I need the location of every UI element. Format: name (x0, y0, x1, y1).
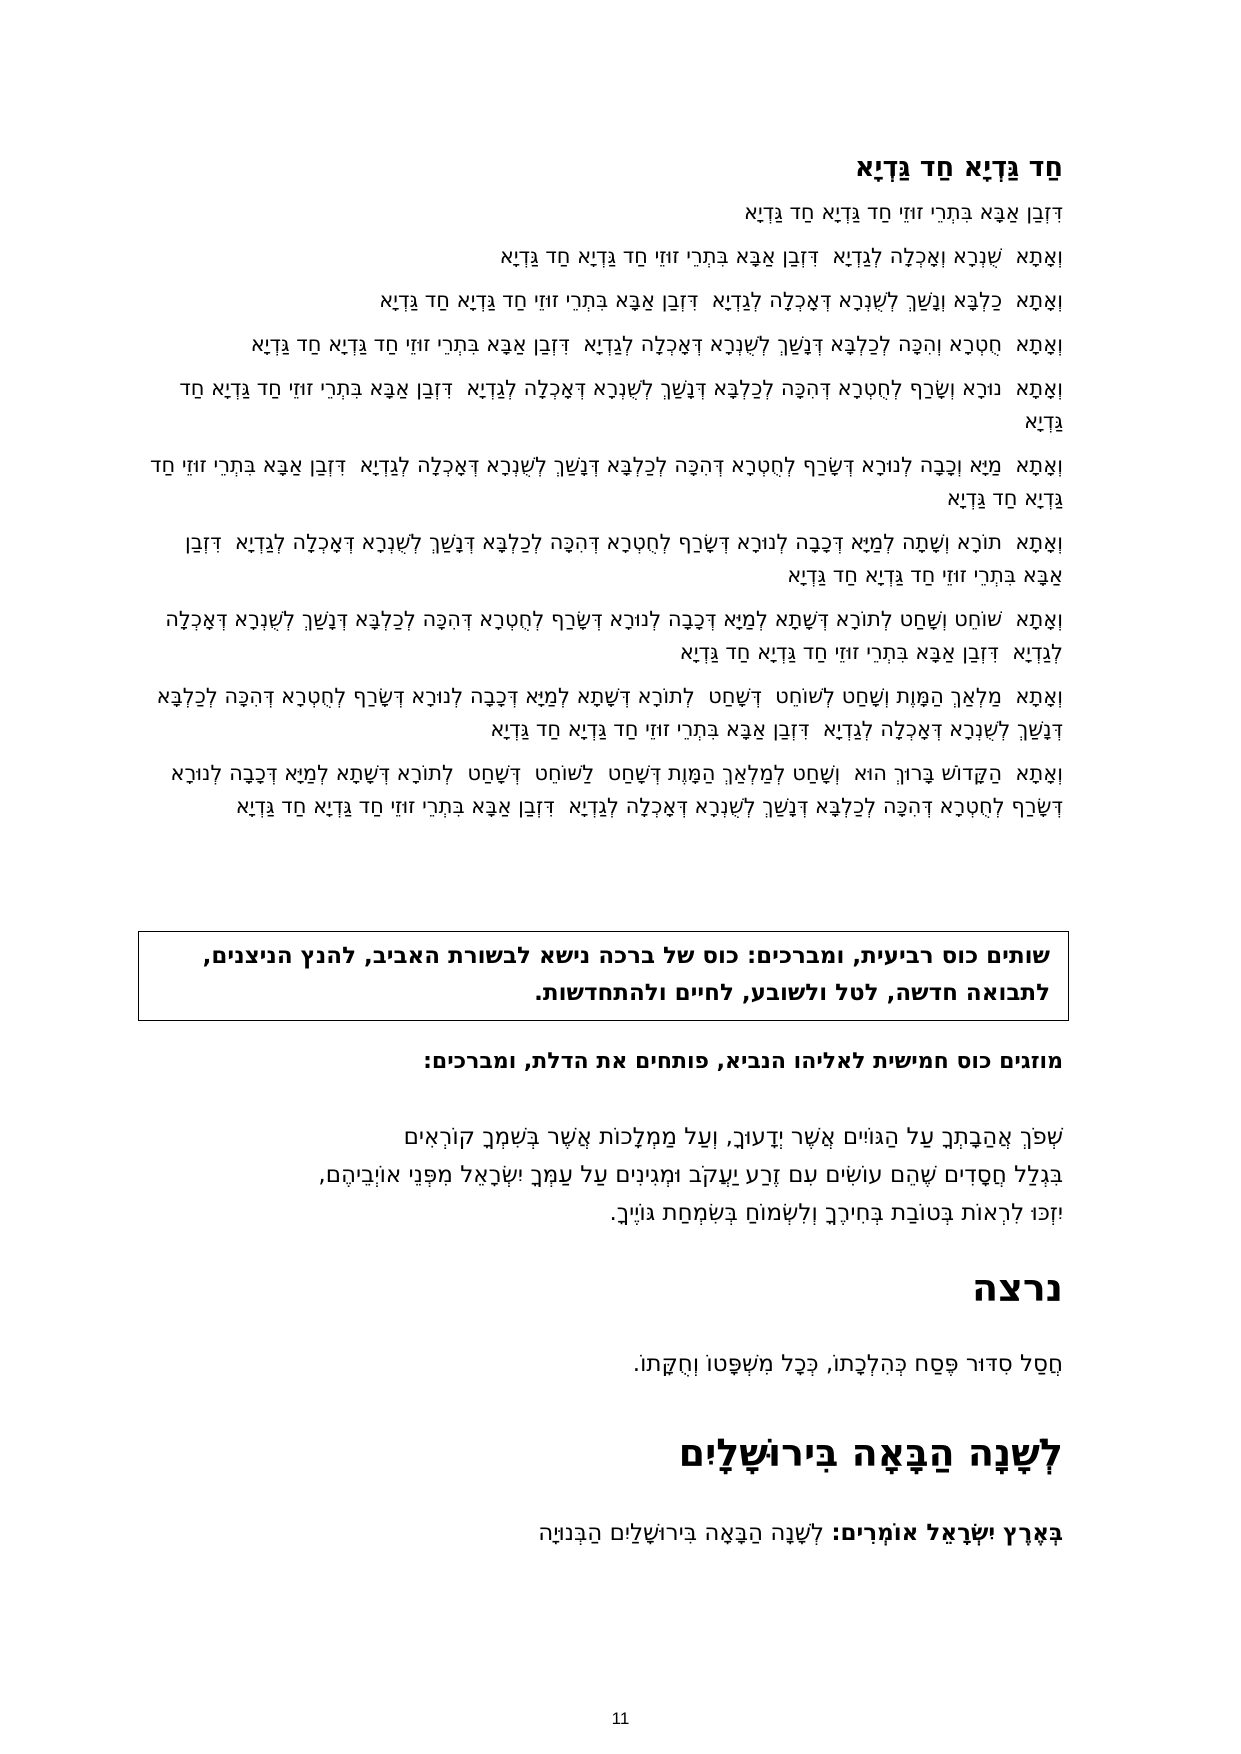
verse: וְאָתָא נוּרָא וְשָׂרַף לְחֻטְרָא דְּהִכָּה לְכַלְבָּא דְּנָשַׁךְ לְשֻׁנְרָא דְּאָכְלָה לְגַדְיָא דִּזְבַן אַבָּא בִּתְרֵי זוּזֵי חַד גַּדְיָא חַד גַּדְיָא (172, 376, 1063, 433)
fifth-cup-heading: מוזגים כוס חמישית לאליהו הנביא, פותחים את הדלת, ומברכים: (423, 1049, 1063, 1074)
verse: וְאָתָא תוֹרָא וְשָׁתָה לְמַיָּא דְּכָבָה לְנוּרָא דְּשָׂרַף לְחֻטְרָא דְּהִכָּה לְכַלְבָּא דְּנָשַׁךְ לְשֻׁנְרָא דְּאָכְלָה לְגַדְיָא דִּזְבַן אַבָּא בִּתְרֵי זוּזֵי חַד גַּדְיָא חַד גַּדְיָא (178, 530, 1063, 587)
israel-text: לְשָׁנָה הַבָּאָה בִּירוּשָׁלַיִם הַבְּנוּיָה (538, 1520, 824, 1546)
verse: וְאָתָא כַלְבָּא וְנָשַׁךְ לְשֻׁנְרָא דְּאָכְלָה לְגַדְיָא דִּזְבַן אַבָּא בִּתְרֵי זוּזֵי חַד גַּדְיָא חַד גַּדְיָא (379, 288, 1063, 312)
next-year-title: לְשָׁנָה הַבָּאָה בִּירוּשָׁלָיִם (678, 1431, 1063, 1475)
poem-line: בִּגְלַל חֲסָדִים שֶׁהֵם עוֹשִׂים עִם זֶרַע יַעֲקֹב וּמְגִינִים עַל עַמְּךָ יִשְׂרָאֵל מִפְּנֵי אוֹיְבֵיהֶם, (318, 1162, 1063, 1188)
poem-line: שְׁפֹךְ אֲהַבָתְךָ עַל הַגּוֹיִים אֲשֶׁר יְדָעוּךָ, וְעַל מַמְלָכוֹת אֲשֶׁר בְּשִׁמְךָ קוֹרְאִים (403, 1124, 1063, 1150)
verse: דִּזְבַן אַבָּא בִּתְרֵי זוּזֵי חַד גַּדְיָא חַד גַּדְיָא (743, 200, 1063, 224)
fifth-cup-poem (150, 1118, 1063, 1232)
verse: וְאָתָא מַיָּא וְכָבָה לְנוּרָא דְּשָׂרַף לְחֻטְרָא דְּהִכָּה לְכַלְבָּא דְּנָשַׁךְ לְשֻׁנְרָא דְּאָכְלָה לְגַדְיָא דִּזְבַן אַבָּא בִּתְרֵי זוּזֵי חַד גַּדְיָא חַד גַּדְיָא (143, 453, 1063, 510)
poem-line: יִזְכּוּ לִרְאוֹת בְּטוֹבַת בְּחִירֶךָ וְלִשְׂמוֹחַ בְּשִׂמְחַת גּוֹיֶיךָ. (609, 1200, 1063, 1226)
nirtza-title: נרצה (971, 1266, 1063, 1310)
israel-line (150, 1515, 1063, 1551)
verse: וְאָתָא חֻטְרָא וְהִכָּה לְכַלְבָּא דְּנָשַׁךְ לְשֻׁנְרָא דְּאָכְלָה לְגַדְיָא דִּזְבַן אַבָּא בִּתְרֵי זוּזֵי חַד גַּדְיָא חַד גַּדְיָא (250, 332, 1063, 356)
nirtza-text: חֲסַל סִדּוּר פֶּסַח כְּהִלְכָתוֹ, כְּכָל מִשְׁפָּטוֹ וְחֻקָּתוֹ. (632, 1351, 1063, 1377)
verse: וְאָתָא הַקָּדוֹשׁ בָּרוּךְ הוּא וְשָׁחַט לְמַלְאַךְ הַמָּוֶת דְּשָׁחַט לַשּׁוֹחֵט דְּשָׁחַט לְתוֹרָא דְּשָׁתָא לְמַיָּא דְּכָבָה לְנוּרָא דְּשָׂרַף לְחֻטְרָא דְּהִכָּה לְכַלְבָּא דְּנָשַׁךְ לְשֻׁנְרָא דְּאָכְלָה לְגַדְיָא דִּזְבַן אַבָּא בִּתְרֵי זוּזֵי חַד גַּדְיָא חַד גַּדְיָא (163, 761, 1063, 818)
chad-gadya-verses (143, 196, 1063, 834)
fourth-cup-box: שותים כוס רביעית, ומברכים: כוס של ברכה נישא לבשורת האביב, להנץ הניצנים, לתבואה חדשה, לטל ולשובע, לחיים ולהתחדשות. (138, 931, 1069, 1021)
verse: וְאָתָא מַלְאַךְ הַמָּוֶת וְשָׁחַט לְשׁוֹחֵט דְּשָׁחַט לְתוֹרָא דְּשָׁתָא לְמַיָּא דְּכָבָה לְנוּרָא דְּשָׂרַף לְחֻטְרָא דְּהִכָּה לְכַלְבָּא דְּנָשַׁךְ לְשֻׁנְרָא דְּאָכְלָה לְגַדְיָא דִּזְבַן אַבָּא בִּתְרֵי זוּזֵי חַד גַּדְיָא חַד גַּדְיָא (149, 684, 1063, 741)
page-number: 11 (611, 1709, 630, 1728)
israel-label: בְּאֶרֶץ יִשְׂרָאֵל אוֹמְרִים: (831, 1520, 1063, 1546)
verse: וְאָתָא שׁוֹחֵט וְשָׁחַט לְתוֹרָא דְּשָׁתָא לְמַיָּא דְּכָבָה לְנוּרָא דְּשָׂרַף לְחֻטְרָא דְּהִכָּה לְכַלְבָּא דְּנָשַׁךְ לְשֻׁנְרָא דְּאָכְלָה לְגַדְיָא דִּזְבַן אַבָּא בִּתְרֵי זוּזֵי חַד גַּדְיָא חַד גַּדְיָא (158, 607, 1063, 664)
document-page (143, 0, 1091, 1754)
chad-gadya-title: חַד גַּדְיָא חַד גַּדְיָא (854, 152, 1063, 183)
verse: וְאָתָא שֻׁנְרָא וְאָכְלָה לְגַדְיָא דִּזְבַן אַבָּא בִּתְרֵי זוּזֵי חַד גַּדְיָא חַד גַּדְיָא (499, 244, 1063, 268)
